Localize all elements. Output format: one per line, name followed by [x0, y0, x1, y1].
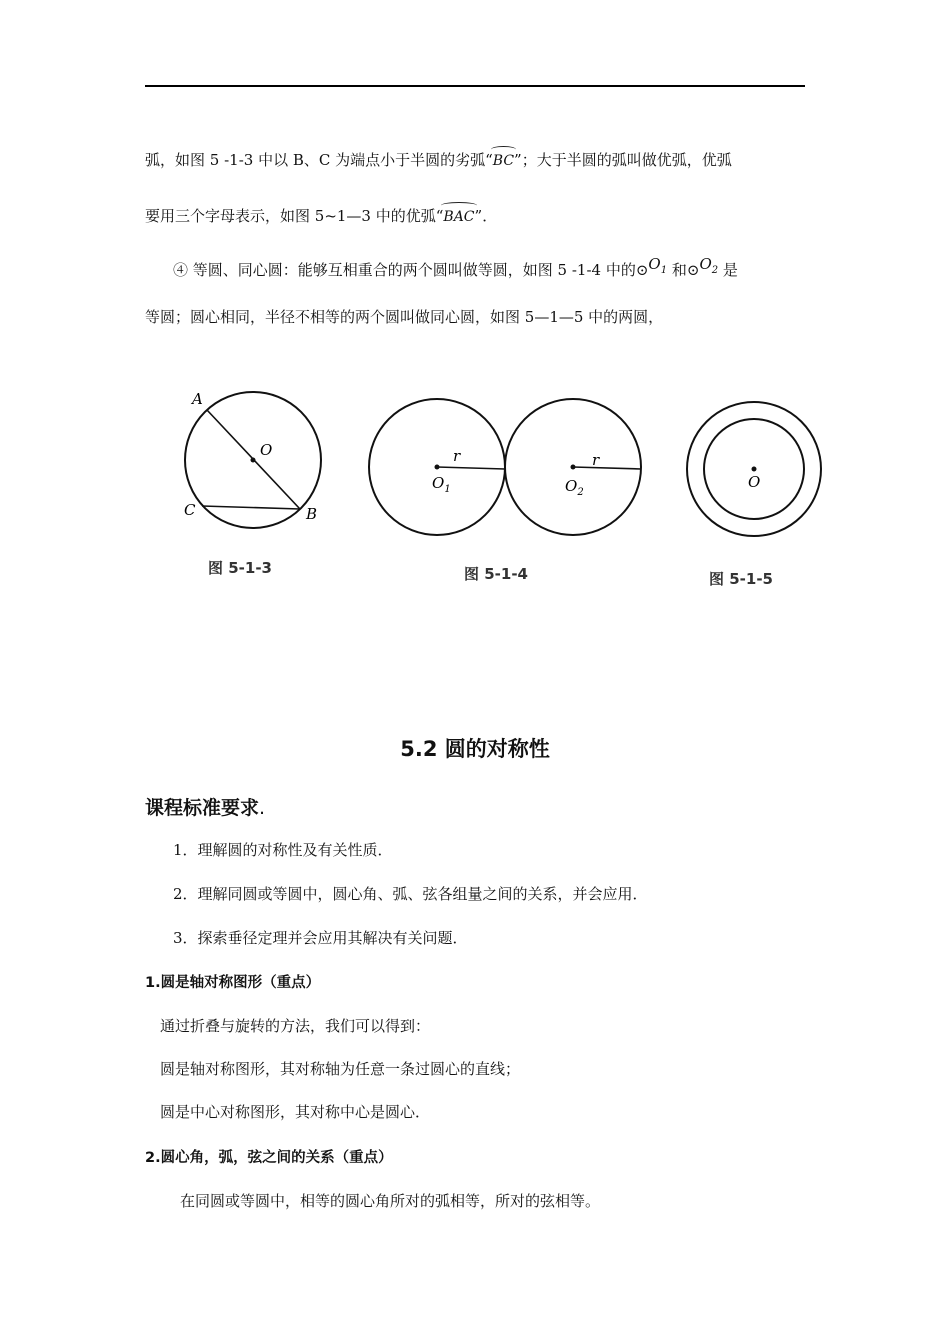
caption-fig-5-1-5: 图 5-1-5: [709, 570, 773, 588]
standards-heading: [145, 793, 265, 820]
point1-line-3: 圆是中心对称图形，其对称中心是圆心．: [160, 1103, 431, 1121]
section-title: 5.2 圆的对称性: [400, 737, 550, 761]
label-o1-letter: O: [432, 474, 445, 492]
label-o1-sub: 1: [444, 484, 451, 495]
point1-heading: 1.圆是轴对称图形（重点）: [145, 975, 321, 991]
caption-fig-5-1-4: 图 5-1-4: [464, 565, 528, 583]
figures-row: [170, 375, 850, 595]
point1-line-1: 通过折叠与旋转的方法，我们可以得到：: [160, 1017, 431, 1035]
label-b: B: [306, 505, 318, 523]
o2-subscript: 2: [711, 265, 719, 276]
center-dot-fig3: [752, 467, 757, 472]
figure-5-1-3: [184, 390, 321, 528]
arc-bc-symbol: BC: [492, 153, 515, 169]
arc-bac-symbol: BAC: [443, 209, 475, 225]
label-o1-fig2: [432, 474, 451, 495]
header-rule: [145, 85, 805, 87]
o2-letter: O: [699, 255, 712, 273]
standard-item-2: 2．理解同圆或等圆中，圆心角、弧、弦各组量之间的关系，并会应用．: [173, 885, 648, 903]
chord-cb: [202, 506, 300, 509]
para2-line1-text-b: 是: [718, 261, 738, 279]
para1-line1: [145, 150, 732, 171]
label-o-fig1: O: [260, 441, 273, 459]
radius-o1: [437, 467, 505, 469]
center-dot-fig1: [251, 458, 256, 463]
label-o-fig3: O: [748, 473, 761, 491]
radius-o2: [573, 467, 641, 469]
para1-line1-text-b: ”；大于半圆的弧叫做优弧，优弧: [514, 151, 732, 169]
para2-line1: [173, 255, 738, 287]
para2-line1-text-mid: 和⊙: [667, 261, 700, 279]
para1-line2-text-b: ”．: [474, 207, 498, 225]
figures-svg: [170, 375, 850, 595]
circle-o1-label: [648, 255, 668, 276]
para1-line2: [145, 206, 497, 227]
label-r-1: r: [453, 447, 461, 465]
para1-line2-text-a: 要用三个字母表示，如图 5~1—3 中的优弧“: [145, 207, 444, 225]
label-r-2: r: [592, 451, 600, 469]
para1-line1-text-a: 弧，如图 5 -1-3 中以 B、C 为端点小于半圆的劣弧“: [145, 151, 493, 169]
label-c: C: [184, 501, 196, 519]
figure-5-1-5: [687, 402, 821, 536]
circle-o2-label: [699, 255, 719, 276]
label-o2-fig2: [565, 477, 584, 498]
o1-letter: O: [648, 255, 661, 273]
label-o2-sub: 2: [577, 487, 584, 498]
figure-5-1-4: [369, 399, 641, 535]
standards-heading-text: 课程标准要求: [145, 797, 260, 819]
point2-line: 在同圆或等圆中，相等的圆心角所对的弧相等，所对的弦相等。: [180, 1192, 601, 1210]
standard-item-1: 1．理解圆的对称性及有关性质．: [173, 841, 393, 859]
point2-heading: 2.圆心角，弧，弦之间的关系（重点）: [145, 1150, 393, 1166]
standards-heading-dot: .: [259, 797, 266, 819]
center-dot-o1: [435, 465, 440, 470]
label-a: A: [192, 390, 203, 408]
o1-subscript: 1: [660, 265, 668, 276]
para2-line1-text-a: ④ 等圆、同心圆：能够互相重合的两个圆叫做等圆，如图 5 -1-4 中的⊙: [173, 261, 649, 279]
standard-item-3: 3．探索垂径定理并会应用其解决有关问题．: [173, 929, 468, 947]
label-o2-letter: O: [565, 477, 578, 495]
caption-fig-5-1-3: 图 5-1-3: [208, 559, 272, 577]
point1-line-2: 圆是轴对称图形，其对称轴为任意一条过圆心的直线；: [160, 1060, 521, 1078]
center-dot-o2: [571, 465, 576, 470]
para2-line2: 等圆；圆心相同，半径不相等的两个圆叫做同心圆，如图 5—1—5 中的两圆，: [145, 308, 664, 326]
